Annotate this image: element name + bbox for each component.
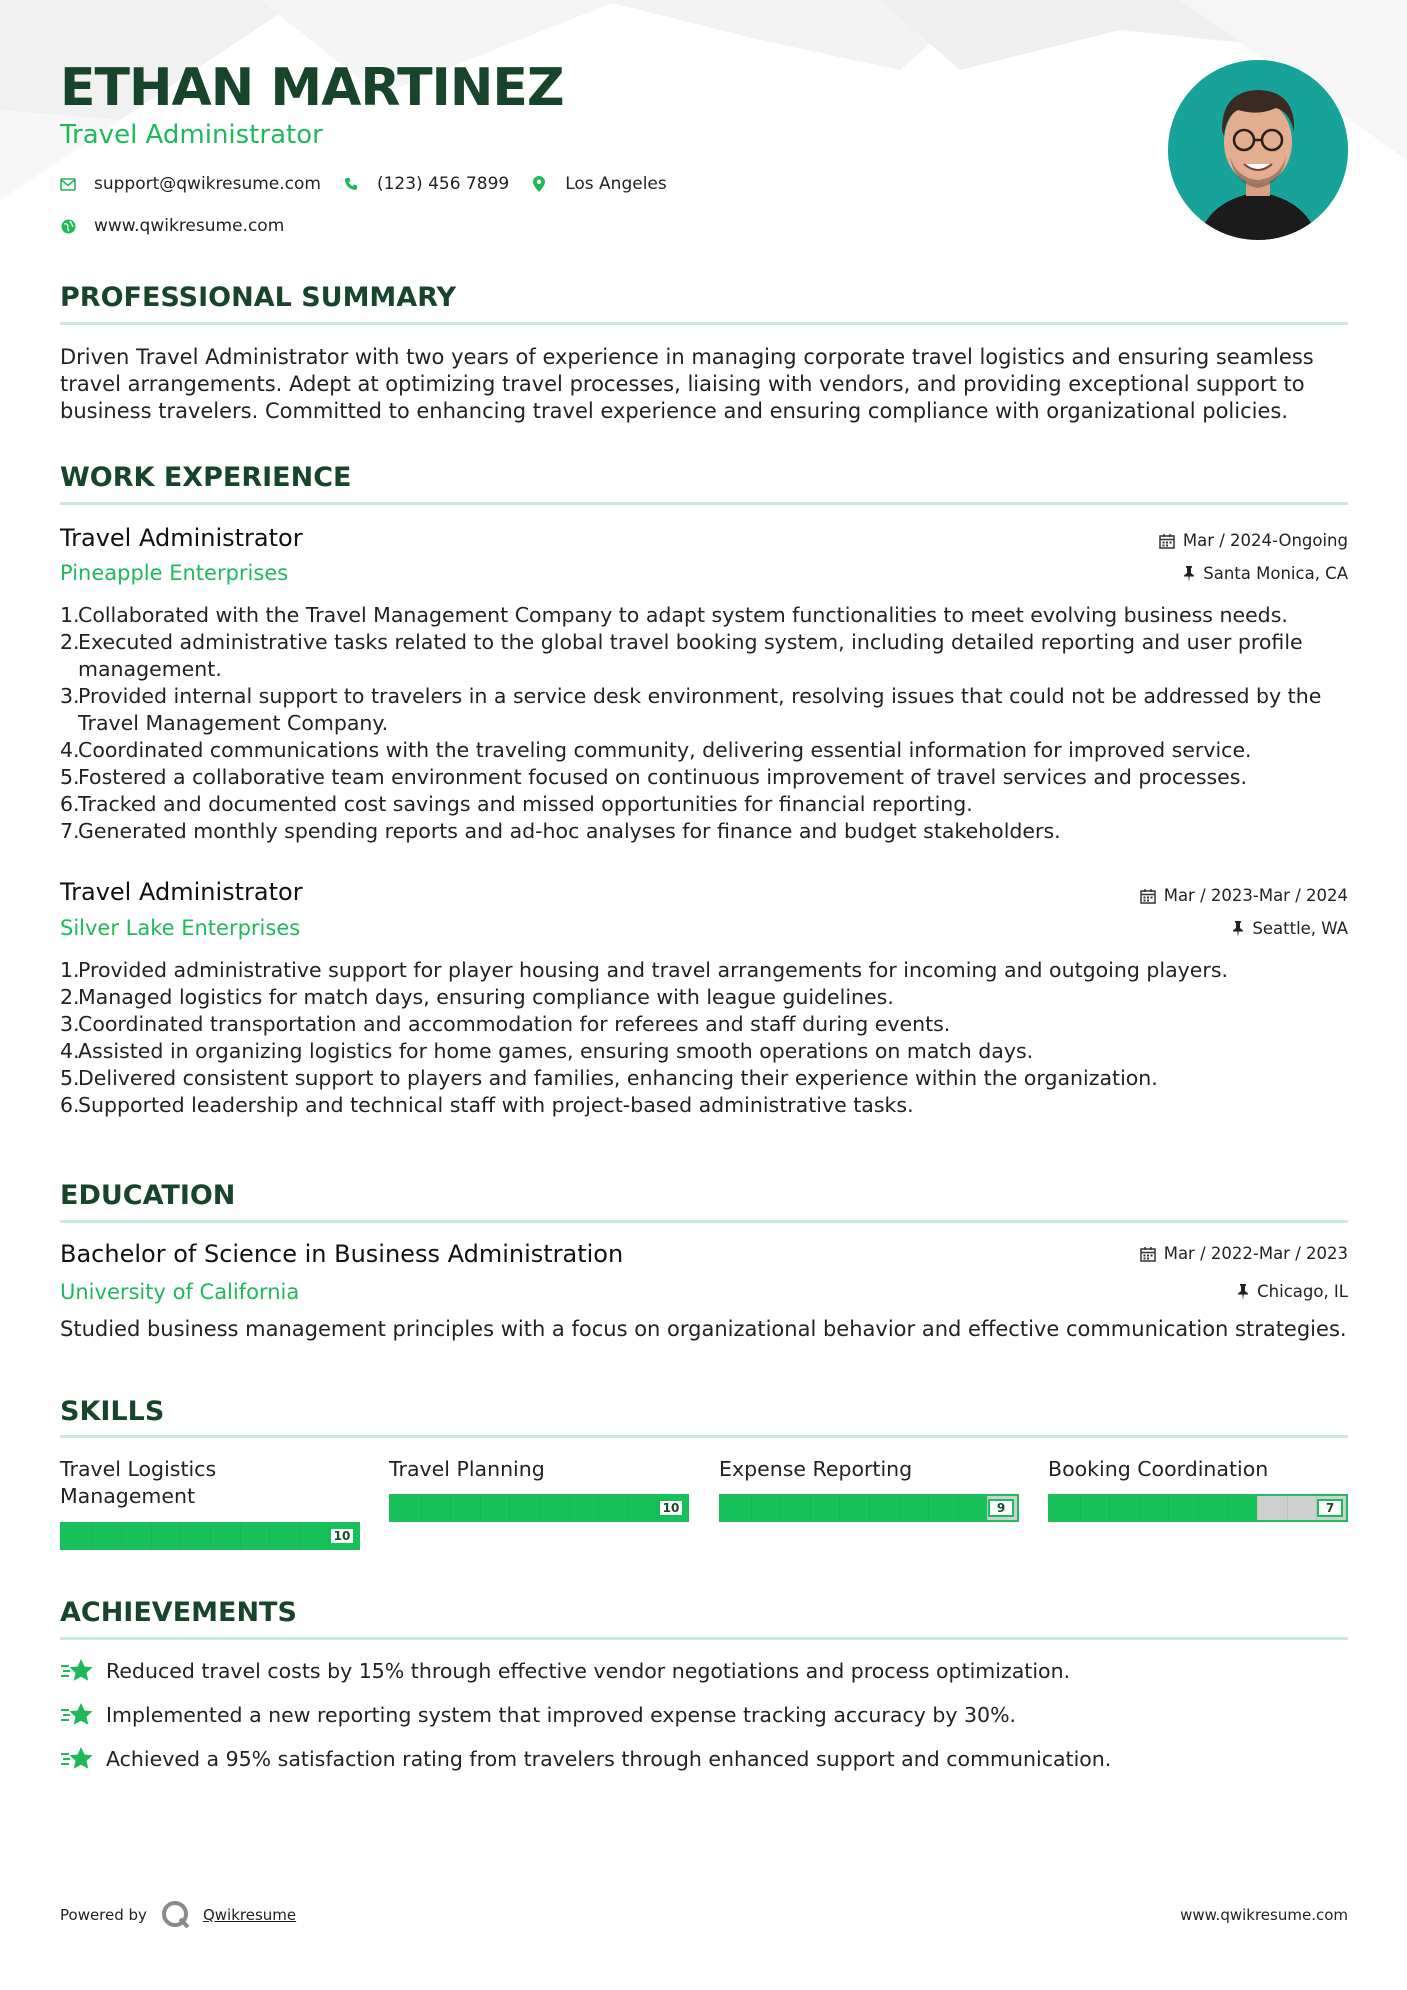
powered-by-label: Powered by	[60, 1906, 147, 1924]
achievement-text: Achieved a 95% satisfaction rating from travelers through enhanced support and communication.	[106, 1747, 1112, 1771]
calendar-icon	[1140, 888, 1156, 904]
globe-icon	[60, 218, 76, 234]
list-item: 3. Coordinated transportation and accommodation for referees and staff during events.	[60, 1012, 951, 1036]
skill-bar-segment	[240, 1524, 241, 1548]
map-pin-icon	[531, 176, 547, 192]
list-item: 2. Executed administrative tasks related to the global travel booking system, including detailed reporting and user profile management.	[60, 630, 1303, 681]
skill-bar-segment	[1168, 1496, 1169, 1520]
skill-bar-segment	[1080, 1496, 1081, 1520]
skill-bar-segment	[480, 1496, 481, 1520]
job-title: Travel Administrator	[60, 878, 303, 906]
job-dates-text: Mar / 2024-Ongoing	[1182, 531, 1348, 550]
candidate-name: ETHAN MARTINEZ	[60, 58, 564, 118]
skill-bar-segment	[121, 1524, 122, 1548]
job-bullets	[60, 957, 1350, 1119]
skill-level-fill	[1050, 1496, 1257, 1520]
list-item: 6. Supported leadership and technical staff with project-based administrative tasks.	[60, 1093, 914, 1117]
skill-bar-segment	[450, 1496, 451, 1520]
job-location-text: Seattle, WA	[1252, 919, 1348, 938]
star-badge-icon	[60, 1746, 94, 1772]
envelope-icon	[60, 176, 76, 192]
skill-level-bar	[389, 1494, 689, 1522]
skill-bar-segment	[210, 1524, 211, 1548]
skill-bar-segment	[780, 1496, 781, 1520]
skill-bar-segment	[751, 1496, 752, 1520]
skill-name: Travel Planning	[389, 1457, 545, 1481]
skill-bar-segment	[810, 1496, 811, 1520]
skill-bar-segment	[151, 1524, 152, 1548]
job-dates	[1159, 531, 1348, 550]
calendar-icon	[1159, 533, 1175, 549]
job-location	[1232, 919, 1348, 938]
skill-bar-segment	[269, 1524, 270, 1548]
pushpin-icon	[1237, 1284, 1249, 1300]
achievement-text: Reduced travel costs by 15% through effective vendor negotiations and process optimization.	[106, 1659, 1071, 1683]
skill-item	[1048, 1456, 1348, 1515]
section-title-skills: SKILLS	[60, 1396, 165, 1427]
skill-bar-segment	[1109, 1496, 1110, 1520]
list-item: 5. Fostered a collaborative team environment focused on continuous improvement of travel services and processes.	[60, 765, 1247, 789]
website-link[interactable]: www.qwikresume.com	[94, 216, 285, 236]
skill-bar-segment	[598, 1496, 599, 1520]
pushpin-icon	[1232, 921, 1244, 937]
education-school: University of California	[60, 1280, 300, 1304]
contact-row-2	[60, 216, 306, 236]
skill-item	[389, 1456, 689, 1515]
skill-name: Travel Logistics Management	[60, 1457, 217, 1508]
skill-level-fill	[721, 1496, 987, 1520]
list-item: 4. Assisted in organizing logistics for home games, ensuring smooth operations on match days.	[60, 1039, 1034, 1063]
footer-website-link[interactable]: www.qwikresume.com	[1180, 1906, 1348, 1924]
skill-bar-segment	[569, 1496, 570, 1520]
skill-bar-segment	[180, 1524, 181, 1548]
skill-bar-segment	[1287, 1496, 1288, 1520]
location-text: Los Angeles	[565, 174, 667, 194]
skill-name: Expense Reporting	[719, 1457, 913, 1481]
skill-level-value: 10	[658, 1499, 684, 1517]
section-title-education: EDUCATION	[60, 1180, 236, 1211]
skill-name: Booking Coordination	[1048, 1457, 1269, 1481]
job-bullets	[60, 602, 1350, 845]
job-company: Pineapple Enterprises	[60, 561, 289, 585]
job-location-text: Santa Monica, CA	[1203, 564, 1348, 583]
brand-link[interactable]: Qwikresume	[202, 1906, 297, 1924]
job-company: Silver Lake Enterprises	[60, 916, 301, 940]
contact-row-1	[60, 174, 689, 194]
summary-line: travel arrangements. Adept at optimizing travel processes, liaising with vendors, and providing exceptional support to	[60, 372, 1305, 396]
skill-bar-segment	[1198, 1496, 1199, 1520]
skill-bar-segment	[958, 1496, 959, 1520]
phone-icon	[343, 176, 359, 192]
skill-item	[719, 1456, 1019, 1515]
skill-level-bar	[1048, 1494, 1348, 1522]
education-location-text: Chicago, IL	[1257, 1282, 1348, 1301]
footer-powered-by	[60, 1900, 296, 1930]
skill-bar-segment	[628, 1496, 629, 1520]
achievement-item	[60, 1746, 1111, 1772]
section-divider	[60, 1637, 1348, 1640]
section-title-experience: WORK EXPERIENCE	[60, 462, 352, 493]
phone-number[interactable]: (123) 456 7899	[376, 174, 510, 194]
candidate-role: Travel Administrator	[60, 120, 323, 150]
skill-level-value: 9	[988, 1499, 1014, 1517]
calendar-icon	[1140, 1246, 1156, 1262]
list-item: 3. Provided internal support to travelers in a service desk environment, resolving issues that could not be addressed by the Travel Management Company.	[60, 684, 1322, 735]
section-divider	[60, 1435, 1348, 1438]
skill-bar-segment	[92, 1524, 93, 1548]
achievement-text: Implemented a new reporting system that improved expense tracking accuracy by 30%.	[106, 1703, 1017, 1727]
achievement-item	[60, 1702, 1016, 1728]
email-link[interactable]: support@qwikresume.com	[94, 174, 321, 194]
job-dates-text: Mar / 2023-Mar / 2024	[1163, 886, 1348, 905]
skill-bar-segment	[509, 1496, 510, 1520]
summary-line: Driven Travel Administrator with two years of experience in managing corporate travel logistics and ensuring seamless	[60, 345, 1314, 369]
skill-level-bar	[60, 1522, 360, 1550]
skill-bar-segment	[839, 1496, 840, 1520]
list-item: 2. Managed logistics for match days, ensuring compliance with league guidelines.	[60, 985, 894, 1009]
list-item: 1. Provided administrative support for player housing and travel arrangements for incoming and outgoing players.	[60, 958, 1229, 982]
summary-line: business travelers. Committed to enhancing travel experience and ensuring compliance with organizational policies.	[60, 399, 1289, 423]
list-item: 7. Generated monthly spending reports and ad-hoc analyses for finance and budget stakeholders.	[60, 819, 1061, 843]
job-title: Travel Administrator	[60, 524, 303, 552]
skill-bar-segment	[928, 1496, 929, 1520]
pushpin-icon	[1183, 566, 1195, 582]
skill-bar-segment	[299, 1524, 300, 1548]
skill-bar-segment	[869, 1496, 870, 1520]
list-item: 1. Collaborated with the Travel Management Company to adapt system functionalities to meet evolving business needs.	[60, 603, 1288, 627]
skill-level-value: 10	[329, 1527, 355, 1545]
skill-item	[60, 1456, 360, 1543]
section-title-summary: PROFESSIONAL SUMMARY	[60, 282, 457, 313]
skill-bar-segment	[1257, 1496, 1258, 1520]
qwikresume-logo-icon	[161, 1900, 191, 1930]
list-item: 6. Tracked and documented cost savings and missed opportunities for financial reporting.	[60, 792, 973, 816]
list-item: 5. Delivered consistent support to players and families, enhancing their experience within the organization.	[60, 1066, 1158, 1090]
education-degree: Bachelor of Science in Business Administration	[60, 1240, 624, 1268]
skill-bar-segment	[1139, 1496, 1140, 1520]
skill-bar-segment	[899, 1496, 900, 1520]
skill-level-value: 7	[1317, 1499, 1343, 1517]
job-dates	[1140, 886, 1348, 905]
skill-bar-segment	[539, 1496, 540, 1520]
star-badge-icon	[60, 1658, 94, 1684]
education-dates	[1140, 1244, 1348, 1263]
skill-level-bar	[719, 1494, 1019, 1522]
profile-photo	[1168, 60, 1348, 240]
section-divider	[60, 1220, 1348, 1223]
education-location	[1237, 1282, 1348, 1301]
job-location	[1183, 564, 1348, 583]
section-divider	[60, 322, 1348, 325]
list-item: 4. Coordinated communications with the traveling community, delivering essential information for improved service.	[60, 738, 1252, 762]
star-badge-icon	[60, 1702, 94, 1728]
achievement-item	[60, 1658, 1070, 1684]
summary-text	[60, 344, 1350, 425]
education-description: Studied business management principles with a focus on organizational behavior and effective communication strategies.	[60, 1317, 1347, 1341]
section-divider	[60, 502, 1348, 505]
skill-bar-segment	[1228, 1496, 1229, 1520]
skill-bar-segment	[421, 1496, 422, 1520]
education-dates-text: Mar / 2022-Mar / 2023	[1163, 1244, 1348, 1263]
section-title-achievements: ACHIEVEMENTS	[60, 1597, 297, 1628]
